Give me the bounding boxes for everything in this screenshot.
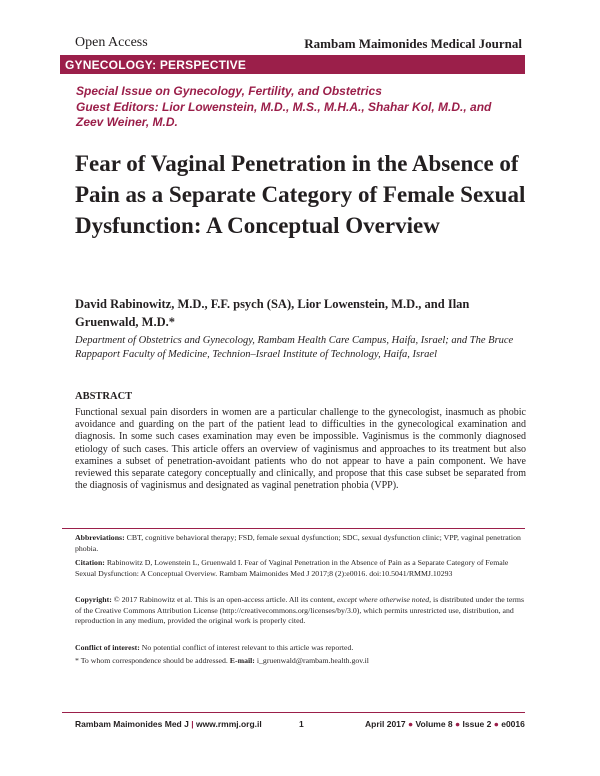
footer-separator: | [188,719,196,729]
footer-dot-1: ● [405,719,416,729]
copyright-italic: except where otherwise noted [336,595,430,604]
citation-text: Rabinowitz D, Lowenstein L, Gruenwald I. Fear of Vaginal Penetration in the Absence of Pain as a Separate Category of Female Sexual Dysfunction: A Conceptual Overview. Rambam Maimonides Med J 2017;8 (2):e0016. doi:10.5041/RMMJ.10293 [75,558,509,578]
citation-label: Citation: [75,558,105,567]
abstract-text: Functional sexual pain disorders in women are a particular challenge to the gynecologist, inasmuch as phobic avoidance and guarding on the part of the patient lead to difficulties in the gynecological examination and diagnosis. In some such cases examination may even be impossible. Vaginismus is the commonly diagnosed etiology of such cases. This article offers an overview of vaginismus and approaches to its treatment but also examines a subset of penetration-avoidant patients who do not appear to have a pain component. We have reviewed this separate category conceptually and clinically, and propose that this case subset be separated from the diagnosis of vaginismus and designated as vaginal penetration phobia (VPP). [75,407,526,492]
footer-rule [62,712,525,713]
citation [75,558,526,579]
article-title: Fear of Vaginal Penetration in the Absence of Pain as a Separate Category of Female Sexual Dysfunction: A Conceptual Overview [75,151,526,238]
conflict-label: Conflict of interest: [75,643,140,652]
footer-issue: Issue 2 [462,719,492,729]
footer-website-link[interactable]: www.rmmj.org.il [195,719,262,729]
footer-eid: e0016 [501,719,525,729]
abbreviations-label: Abbreviations: [75,533,125,542]
footer-right [365,719,525,729]
copyright-text-a: © 2017 Rabinowitz et al. This is an open-access article. All its content, [113,595,336,604]
conflict-text: No potential conflict of interest relevant to this article was reported. [141,643,354,652]
meta-rule [62,528,525,529]
header-open-access: Open Access [75,35,148,50]
header-journal-name: Rambam Maimonides Medical Journal [304,36,522,51]
footer-date: April 2017 [365,719,406,729]
special-issue-line-2: Guest Editors: Lior Lowenstein, M.D., M.S., M.H.A., Shahar Kol, M.D., and [76,99,492,114]
article-authors: David Rabinowitz, M.D., F.F. psych (SA), Lior Lowenstein, M.D., and Ilan Gruenwald, M.D.* [75,297,470,329]
footer-left [75,719,262,729]
email-label: E-mail: [229,656,255,665]
footer-journal: Rambam Maimonides Med J [75,719,189,729]
email-value[interactable]: i_gruenwald@rambam.health.gov.il [256,656,369,665]
copyright-text-b: , is distributed under the terms of the Creative Commons Attribution License (http://creativecommons.org/licenses/by/3.0), which permits unrestricted use, distribution, and reproduction in any medium, provided the original work is properly cited. [75,595,524,626]
special-issue-line-1: Special Issue on Gynecology, Fertility, and Obstetrics [76,84,382,98]
abstract-heading: ABSTRACT [75,391,133,402]
special-issue-block [76,84,536,131]
abbreviations-text: CBT, cognitive behavioral therapy; FSD, female sexual dysfunction; SDC, sexual dysfunction clinic; VPP, vaginal penetration phobia. [75,533,521,553]
article-affiliation: Department of Obstetrics and Gynecology, Rambam Health Care Campus, Haifa, Israel; and The Bruce Rappaport Faculty of Medicine, Technion–Israel Institute of Technology, Haifa, Israel [75,335,514,360]
footer-volume: Volume 8 [415,719,453,729]
special-issue-line-3: Zeev Weiner, M.D. [76,115,178,129]
correspondence-text: * To whom correspondence should be addressed. [75,656,228,665]
conflict-of-interest [75,643,526,654]
footer-dot-3: ● [491,719,502,729]
correspondence [75,656,526,667]
copyright-label: Copyright: [75,595,112,604]
footer-page-number: 1 [299,719,304,729]
footer-dot-2: ● [452,719,463,729]
section-label: GYNECOLOGY: PERSPECTIVE [65,58,247,72]
copyright [75,595,526,627]
section-bar [60,57,525,74]
abbreviations [75,533,526,554]
